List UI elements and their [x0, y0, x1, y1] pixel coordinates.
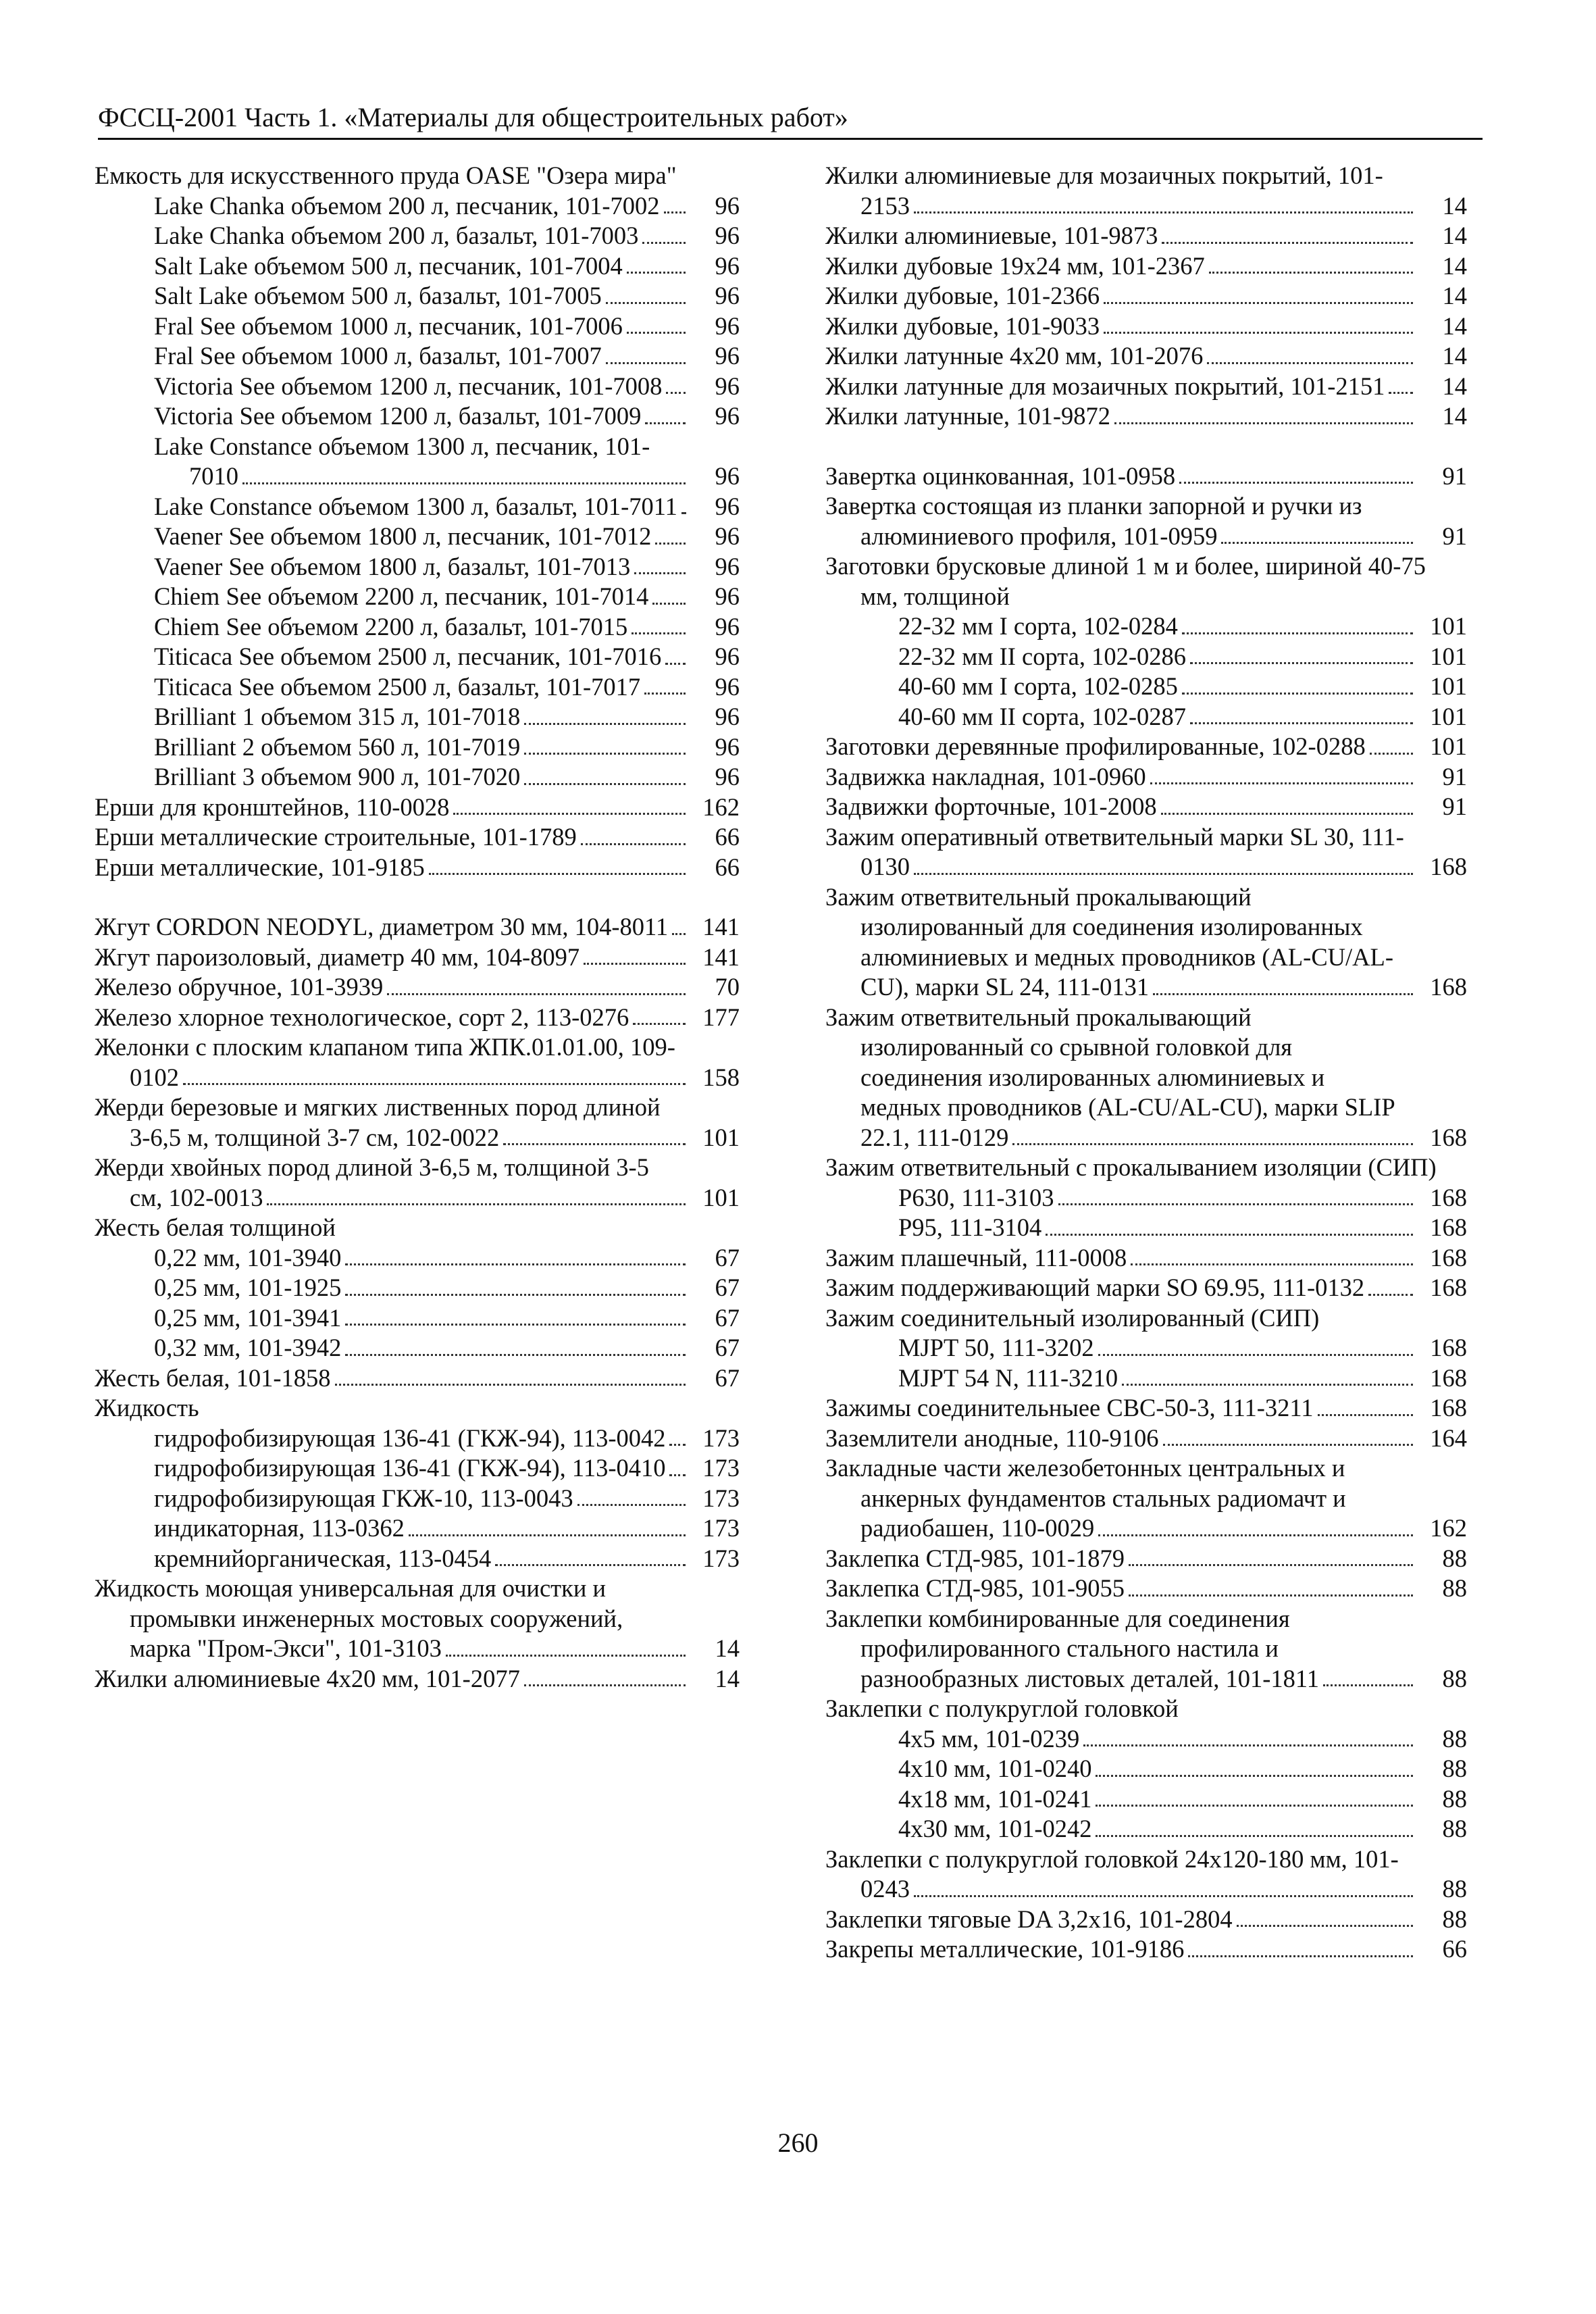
index-subentry — [95, 1273, 740, 1303]
entry-page-ref: 96 — [713, 492, 740, 522]
index-subentry — [825, 1754, 1467, 1784]
entry-page-ref: 168 — [1427, 1243, 1467, 1274]
entry-page-ref: 70 — [713, 972, 740, 1003]
index-subentry — [825, 1784, 1467, 1815]
index-entry — [825, 1844, 1467, 1905]
entry-page-ref: 91 — [1440, 522, 1468, 552]
entry-text: Зажим соединительный изолированный (СИП) — [825, 1303, 1320, 1332]
entry-text: 4х30 мм, 101-0242 — [898, 1815, 1092, 1842]
entry-text: Жилки дубовые 19х24 мм, 101-2367 — [825, 251, 1205, 280]
entry-text: Заготовки деревянные профилированные, 102-0288 — [825, 732, 1366, 760]
entry-page-ref: 88 — [1440, 1784, 1468, 1815]
entry-page-ref: 96 — [713, 702, 740, 732]
entry-text: Жесть белая, 101-1858 — [95, 1363, 331, 1392]
group-spacer — [825, 432, 1467, 461]
entry-text: Ерши металлические, 101-9185 — [95, 853, 425, 881]
entry-text: Железо обручное, 101-3939 — [95, 973, 384, 1001]
entry-text: Жгут CORDON NEODYL, диаметром 30 мм, 104-8011 — [95, 913, 669, 940]
entry-text: гидрофобизирующая ГКЖ-10, 113-0043 — [154, 1484, 573, 1512]
index-subentry — [95, 642, 740, 672]
index-entry — [825, 401, 1467, 432]
index-subentry — [95, 1333, 740, 1363]
entry-page-ref: 14 — [713, 1664, 740, 1694]
index-subentry — [95, 341, 740, 372]
index-subentry — [95, 1424, 740, 1454]
entry-page-ref: 101 — [1427, 732, 1467, 762]
entry-text: Зажим ответвительный прокалывающий изолированный для соединения изолированных алюминиевых и медных проводников (AL-CU/AL-CU), марки SL 24, 111-0131 — [825, 882, 1393, 1001]
index-entry — [825, 762, 1467, 793]
entry-text: Заготовки брусковые длиной 1 м и более, шириной 40-75 мм, толщиной — [825, 552, 1426, 610]
index-subentry — [95, 1484, 740, 1514]
index-entry — [825, 792, 1467, 822]
index-entry — [825, 1153, 1467, 1183]
index-subentry — [825, 1333, 1467, 1363]
index-entry — [825, 1303, 1467, 1334]
entry-page-ref: 96 — [713, 372, 740, 402]
page-number: 260 — [777, 2128, 819, 2158]
entry-page-ref: 96 — [713, 221, 740, 251]
entry-text: 4х10 мм, 101-0240 — [898, 1755, 1092, 1782]
entry-page-ref: 158 — [700, 1063, 740, 1093]
entry-text: P95, 111-3104 — [898, 1213, 1042, 1241]
entry-page-ref: 96 — [713, 642, 740, 672]
index-subentry — [95, 281, 740, 311]
entry-page-ref: 168 — [1427, 1333, 1467, 1363]
entry-page-ref: 14 — [1440, 221, 1468, 251]
entry-page-ref: 66 — [713, 853, 740, 883]
entry-text: Железо хлорное технологическое, сорт 2, 113-0276 — [95, 1003, 629, 1031]
index-entry — [825, 372, 1467, 402]
entry-text: Зажим поддерживающий марки SO 69.95, 111-0132 — [825, 1274, 1365, 1301]
entry-page-ref: 88 — [1440, 1754, 1468, 1784]
entry-text: Fral See объемом 1000 л, базальт, 101-7007 — [154, 342, 602, 370]
entry-text: кремнийорганическая, 113-0454 — [154, 1544, 492, 1572]
entry-text: Жесть белая толщиной — [95, 1213, 336, 1241]
entry-text: Vaener See объемом 1800 л, базальт, 101-7013 — [154, 552, 631, 580]
index-entry — [825, 1574, 1467, 1604]
entry-text: Titicaca See объемом 2500 л, базальт, 101-7017 — [154, 672, 641, 701]
index-subentry — [825, 1213, 1467, 1243]
entry-page-ref: 141 — [700, 912, 740, 942]
entry-page-ref: 96 — [713, 552, 740, 582]
entry-page-ref: 173 — [700, 1513, 740, 1544]
entry-text: Ерши металлические строительные, 101-1789 — [95, 823, 577, 851]
index-entry — [825, 1003, 1467, 1153]
entry-page-ref: 101 — [1427, 642, 1467, 672]
index-subentry — [95, 732, 740, 763]
entry-text: Зажимы соединительныее СВС-50-3, 111-3211 — [825, 1394, 1314, 1422]
entry-text: Заклепки комбинированные для соединения профилированного стального настила и разнообразных листовых деталей, 101-1811 — [825, 1604, 1320, 1692]
index-entry — [825, 251, 1467, 282]
index-subentry — [95, 702, 740, 732]
entry-page-ref: 96 — [713, 582, 740, 612]
entry-text: Жидкость моющая универсальная для очистки и промывки инженерных мостовых сооружений, марка "Пром-Экси", 101-3103 — [95, 1574, 623, 1662]
index-entry — [95, 972, 740, 1003]
entry-text: Chiem See объемом 2200 л, песчаник, 101-7014 — [154, 582, 649, 610]
entry-page-ref: 168 — [1427, 972, 1467, 1003]
index-entry — [825, 1393, 1467, 1424]
entry-text: 4х5 мм, 101-0239 — [898, 1724, 1080, 1753]
entry-text: 0,22 мм, 101-3940 — [154, 1243, 342, 1272]
entry-text: Жилки дубовые, 101-9033 — [825, 311, 1100, 340]
index-entry — [825, 1604, 1467, 1694]
entry-text: Заклепка СТД-985, 101-1879 — [825, 1544, 1125, 1572]
entry-page-ref: 173 — [700, 1544, 740, 1574]
index-entry — [95, 161, 740, 191]
page-header: ФССЦ-2001 Часть 1. «Материалы для общестроительных работ» — [98, 101, 1483, 140]
index-entry — [825, 281, 1467, 311]
index-entry — [825, 1424, 1467, 1454]
entry-page-ref: 173 — [700, 1424, 740, 1454]
entry-text: Жерди березовые и мягких лиственных пород длиной 3-6,5 м, толщиной 3-7 см, 102-0022 — [95, 1093, 661, 1151]
entry-page-ref: 88 — [1440, 1664, 1468, 1694]
entry-page-ref: 101 — [700, 1123, 740, 1153]
entry-page-ref: 88 — [1440, 1814, 1468, 1844]
entry-page-ref: 96 — [713, 191, 740, 222]
entry-page-ref: 14 — [1440, 372, 1468, 402]
entry-text: Задвижка накладная, 101-0960 — [825, 762, 1146, 790]
entry-text: 0,32 мм, 101-3942 — [154, 1334, 342, 1361]
entry-text: Жерди хвойных пород длиной 3-6,5 м, толщиной 3-5 см, 102-0013 — [95, 1153, 649, 1211]
entry-text: 22-32 мм I сорта, 102-0284 — [898, 612, 1178, 640]
index-entry — [825, 161, 1467, 221]
entry-text: 0,25 мм, 101-1925 — [154, 1274, 342, 1301]
entry-text: Chiem See объемом 2200 л, базальт, 101-7015 — [154, 612, 628, 640]
entry-page-ref: 168 — [1427, 1393, 1467, 1424]
entry-text: Заклепка СТД-985, 101-9055 — [825, 1574, 1125, 1602]
entry-page-ref: 96 — [713, 732, 740, 763]
index-entry — [825, 311, 1467, 342]
entry-text: 40-60 мм I сорта, 102-0285 — [898, 672, 1178, 700]
index-subentry — [95, 372, 740, 402]
entry-page-ref: 67 — [713, 1303, 740, 1334]
index-subentry — [95, 1243, 740, 1274]
entry-text: Жилки латунные, 101-9872 — [825, 402, 1110, 430]
entry-text: Brilliant 2 объемом 560 л, 101-7019 — [154, 732, 521, 761]
index-subentry — [95, 1303, 740, 1334]
entry-page-ref: 96 — [713, 311, 740, 342]
entry-text: Завертка оцинкованная, 101-0958 — [825, 461, 1176, 490]
entry-text: Закрепы металлические, 101-9186 — [825, 1935, 1185, 1963]
index-entry — [825, 1453, 1467, 1544]
entry-page-ref: 14 — [713, 1634, 740, 1664]
entry-text: Заклепки с полукруглой головкой — [825, 1694, 1179, 1722]
entry-text: гидрофобизирующая 136-41 (ГКЖ-94), 113-0410 — [154, 1454, 666, 1482]
entry-page-ref: 96 — [713, 461, 740, 492]
entry-text: Жилки дубовые, 101-2366 — [825, 282, 1100, 309]
index-subentry — [825, 1724, 1467, 1755]
entry-page-ref: 88 — [1440, 1544, 1468, 1574]
entry-page-ref: 14 — [1440, 341, 1468, 372]
entry-page-ref: 168 — [1427, 1363, 1467, 1394]
entry-text: Закладные части железобетонных центральных и анкерных фундаментов стальных радиомачт и радиобашен, 110-0029 — [825, 1454, 1346, 1542]
index-entry — [825, 1694, 1467, 1724]
entry-page-ref: 101 — [1427, 611, 1467, 642]
entry-page-ref: 14 — [1440, 311, 1468, 342]
entry-text: 40-60 мм II сорта, 102-0287 — [898, 702, 1187, 730]
index-subentry — [95, 762, 740, 793]
index-subentry — [95, 311, 740, 342]
index-subentry — [95, 672, 740, 703]
entry-page-ref: 14 — [1440, 281, 1468, 311]
entry-page-ref: 88 — [1440, 1905, 1468, 1935]
index-entry — [95, 1363, 740, 1394]
entry-text: Зажим оперативный ответвительный марки SL 30, 111-0130 — [825, 822, 1404, 880]
entry-text: Жидкость — [95, 1394, 199, 1422]
index-entry — [825, 461, 1467, 492]
entry-text: Жилки латунные для мозаичных покрытий, 101-2151 — [825, 372, 1385, 400]
entry-page-ref: 66 — [713, 822, 740, 853]
entry-page-ref: 168 — [1427, 1183, 1467, 1213]
index-entry — [825, 1273, 1467, 1303]
index-subentry — [95, 1544, 740, 1574]
entry-text: 4х18 мм, 101-0241 — [898, 1784, 1092, 1813]
index-subentry — [825, 1183, 1467, 1213]
entry-page-ref: 96 — [713, 401, 740, 432]
entry-page-ref: 162 — [700, 793, 740, 823]
entry-page-ref: 173 — [700, 1453, 740, 1484]
index-entry — [95, 1153, 740, 1213]
entry-page-ref: 168 — [1427, 1213, 1467, 1243]
entry-page-ref: 96 — [713, 251, 740, 282]
entry-text: 0,25 мм, 101-3941 — [154, 1303, 342, 1332]
index-subentry — [825, 1363, 1467, 1394]
entry-text: индикаторная, 113-0362 — [154, 1514, 405, 1542]
entry-text: Fral See объемом 1000 л, песчаник, 101-7006 — [154, 311, 623, 340]
index-entry — [95, 853, 740, 883]
entry-text: Lake Constance объемом 1300 л, базальт, 101-7011 — [154, 492, 677, 520]
entry-text: Жгут пароизоловый, диаметр 40 мм, 104-8097 — [95, 942, 580, 971]
index-subentry — [825, 611, 1467, 642]
index-subentry — [95, 432, 740, 492]
index-entry — [825, 882, 1467, 1003]
entry-text: Victoria See объемом 1200 л, песчаник, 101-7008 — [154, 372, 663, 400]
entry-page-ref: 101 — [700, 1183, 740, 1213]
index-entry — [95, 912, 740, 942]
entry-page-ref: 67 — [713, 1273, 740, 1303]
entry-page-ref: 67 — [713, 1333, 740, 1363]
entry-text: Lake Constance объемом 1300 л, песчаник, 101-7010 — [154, 432, 650, 490]
index-subentry — [95, 251, 740, 282]
entry-text: Зажим ответвительный с прокалыванием изоляции (СИП) — [825, 1153, 1437, 1181]
entry-text: Salt Lake объемом 500 л, песчаник, 101-7004 — [154, 251, 623, 280]
group-spacer — [95, 882, 740, 912]
index-subentry — [95, 221, 740, 251]
entry-text: Vaener See объемом 1800 л, песчаник, 101-7012 — [154, 522, 652, 550]
index-column-left — [95, 161, 740, 1694]
index-subentry — [95, 1453, 740, 1484]
entry-page-ref: 96 — [713, 762, 740, 793]
index-entry — [95, 1574, 740, 1664]
entry-text: Salt Lake объемом 500 л, базальт, 101-7005 — [154, 282, 602, 309]
index-entry — [825, 1544, 1467, 1574]
index-subentry — [825, 702, 1467, 732]
entry-page-ref: 14 — [1440, 401, 1468, 432]
entry-page-ref: 96 — [713, 281, 740, 311]
entry-text: Зажим плашечный, 111-0008 — [825, 1243, 1127, 1272]
entry-page-ref: 162 — [1427, 1513, 1467, 1544]
entry-page-ref: 168 — [1427, 1123, 1467, 1153]
entry-page-ref: 88 — [1440, 1724, 1468, 1755]
entry-page-ref: 88 — [1440, 1574, 1468, 1604]
entry-page-ref: 164 — [1427, 1424, 1467, 1454]
index-entry — [95, 1393, 740, 1424]
index-entry — [825, 1905, 1467, 1935]
index-entry — [825, 221, 1467, 251]
index-subentry — [95, 612, 740, 643]
entry-text: Заземлители анодные, 110-9106 — [825, 1424, 1159, 1452]
entry-text: MJPT 54 N, 111-3210 — [898, 1363, 1118, 1392]
entry-text: гидрофобизирующая 136-41 (ГКЖ-94), 113-0042 — [154, 1424, 666, 1452]
index-subentry — [825, 1814, 1467, 1844]
index-subentry — [95, 191, 740, 222]
index-subentry — [825, 672, 1467, 702]
entry-page-ref: 66 — [1440, 1934, 1468, 1965]
entry-page-ref: 173 — [700, 1484, 740, 1514]
index-subentry — [95, 552, 740, 582]
entry-text: Задвижки форточные, 101-2008 — [825, 793, 1157, 820]
entry-page-ref: 14 — [1440, 191, 1468, 222]
index-subentry — [95, 582, 740, 612]
index-entry — [95, 1213, 740, 1243]
index-subentry — [825, 642, 1467, 672]
entry-text: Желонки с плоским клапаном типа ЖПК.01.01.00, 109-0102 — [95, 1033, 675, 1091]
entry-page-ref: 168 — [1427, 852, 1467, 882]
entry-page-ref: 101 — [1427, 672, 1467, 702]
index-entry — [825, 341, 1467, 372]
entry-page-ref: 141 — [700, 942, 740, 973]
index-entry — [825, 551, 1467, 611]
entry-page-ref: 67 — [713, 1243, 740, 1274]
index-entry — [95, 822, 740, 853]
entry-text: Ерши для кронштейнов, 110-0028 — [95, 793, 450, 821]
entry-page-ref: 168 — [1427, 1273, 1467, 1303]
index-column-right — [825, 161, 1467, 1965]
entry-text: 22-32 мм II сорта, 102-0286 — [898, 642, 1187, 670]
index-entry — [825, 1934, 1467, 1965]
entry-page-ref: 177 — [700, 1003, 740, 1033]
index-subentry — [95, 522, 740, 552]
entry-text: Заклепки тяговые DA 3,2х16, 101-2804 — [825, 1905, 1233, 1933]
entry-text: Заклепки с полукруглой головкой 24х120-180 мм, 101-0243 — [825, 1844, 1399, 1903]
entry-text: Brilliant 3 объемом 900 л, 101-7020 — [154, 763, 521, 790]
index-entry — [95, 1092, 740, 1153]
index-entry — [825, 822, 1467, 882]
entry-text: Зажим ответвительный прокалывающий изолированный со срывной головкой для соединения изолированных алюминиевых и медных проводников (AL-CU/AL-CU), марки SLIP 22.1, 111-0129 — [825, 1003, 1395, 1151]
entry-page-ref: 91 — [1440, 762, 1468, 793]
index-entry — [825, 732, 1467, 762]
entry-page-ref: 88 — [1440, 1874, 1468, 1905]
entry-text: Завертка состоящая из планки запорной и ручки из алюминиевого профиля, 101-0959 — [825, 492, 1362, 550]
index-entry — [95, 793, 740, 823]
entry-page-ref: 96 — [713, 522, 740, 552]
entry-text: Жилки алюминиевые 4х20 мм, 101-2077 — [95, 1664, 520, 1692]
index-entry — [95, 1664, 740, 1694]
entry-page-ref: 67 — [713, 1363, 740, 1394]
index-subentry — [95, 1513, 740, 1544]
entry-page-ref: 96 — [713, 612, 740, 643]
index-entry — [825, 1243, 1467, 1274]
index-entry — [95, 1003, 740, 1033]
entry-text: Brilliant 1 объемом 315 л, 101-7018 — [154, 703, 521, 730]
entry-page-ref: 101 — [1427, 702, 1467, 732]
entry-text: Lake Chanka объемом 200 л, базальт, 101-7003 — [154, 222, 639, 249]
entry-text: Lake Chanka объемом 200 л, песчаник, 101-7002 — [154, 191, 660, 220]
index-entry — [95, 1032, 740, 1092]
index-entry — [95, 942, 740, 973]
entry-page-ref: 14 — [1440, 251, 1468, 282]
entry-text: P630, 111-3103 — [898, 1183, 1054, 1211]
entry-page-ref: 96 — [713, 341, 740, 372]
entry-text: Жилки алюминиевые для мозаичных покрытий, 101-2153 — [825, 161, 1383, 220]
entry-text: Емкость для искусственного пруда OASE "Озера мира" — [95, 161, 677, 189]
entry-text: Victoria See объемом 1200 л, базальт, 101-7009 — [154, 402, 642, 430]
entry-text: Жилки алюминиевые, 101-9873 — [825, 222, 1158, 249]
entry-page-ref: 91 — [1440, 792, 1468, 822]
entry-page-ref: 91 — [1440, 461, 1468, 492]
index-subentry — [95, 401, 740, 432]
index-subentry — [95, 492, 740, 522]
entry-text: Жилки латунные 4х20 мм, 101-2076 — [825, 342, 1204, 370]
entry-page-ref: 96 — [713, 672, 740, 703]
index-entry — [825, 491, 1467, 551]
entry-text: Titicaca See объемом 2500 л, песчаник, 101-7016 — [154, 643, 662, 670]
entry-text: MJPT 50, 111-3202 — [898, 1334, 1094, 1361]
